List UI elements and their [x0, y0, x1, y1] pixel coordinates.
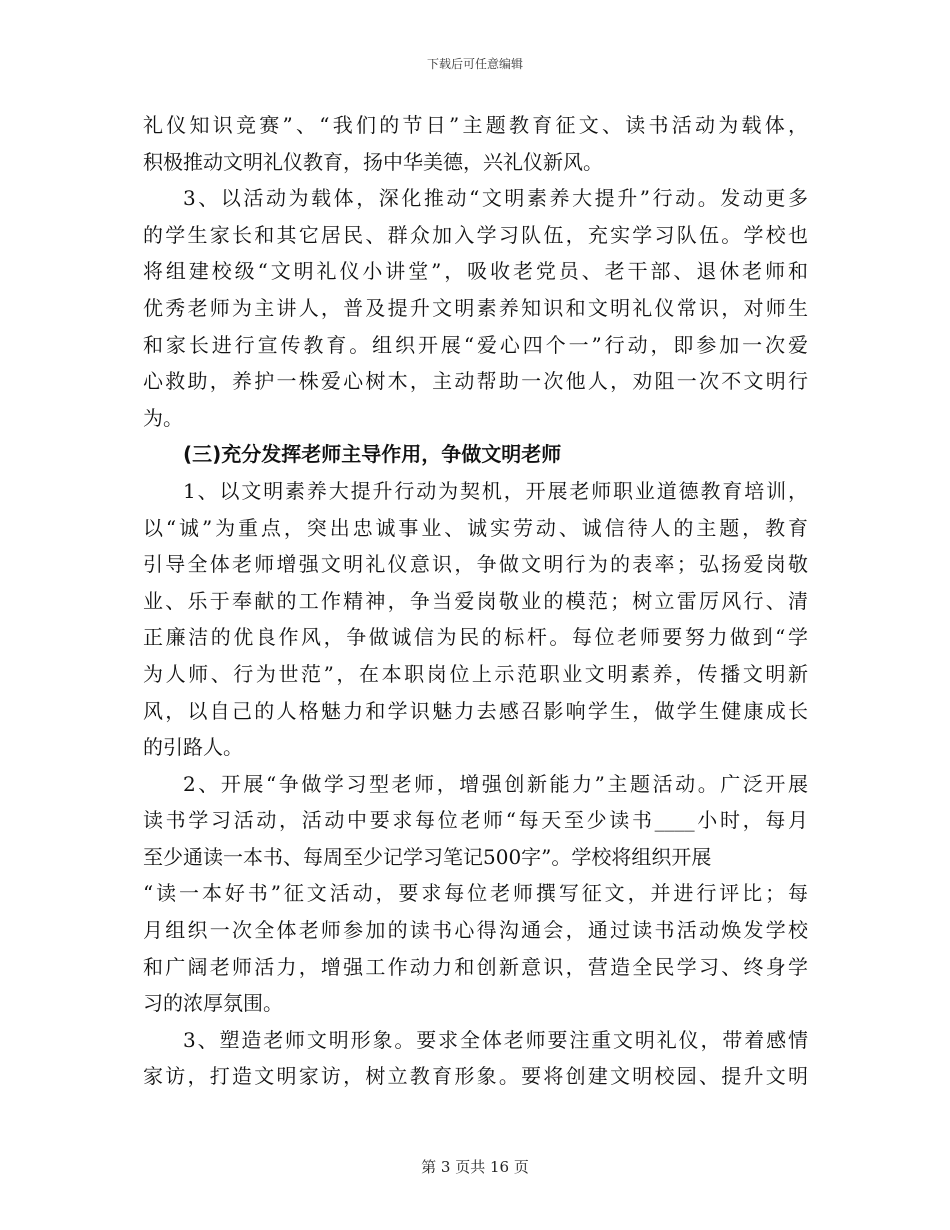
paragraph-line: 1、以文明素养大提升行动为契机，开展老师职业道德教育培训， — [183, 478, 808, 503]
paragraph-line: 2、开展“争做学习型老师，增强创新能力”主题活动。广泛开展 — [183, 771, 808, 796]
paragraph-line: “读一本好书”征文活动，要求每位老师撰写征文，并进行评比；每 — [143, 881, 808, 906]
document-body — [143, 107, 808, 1095]
paragraph-line: 家访，打造文明家访，树立教育形象。要将创建文明校园、提升文明 — [143, 1064, 808, 1089]
paragraph-line: 正廉洁的优良作风，争做诚信为民的标杆。每位老师要努力做到“学 — [143, 625, 808, 650]
paragraph-line: 积极推动文明礼仪教育，扬中华美德，兴礼仪新风。 — [143, 149, 603, 174]
paragraph-line: 为人师、行为世范”，在本职岗位上示范职业文明素养，传播文明新 — [143, 661, 808, 686]
paragraph-line: 的学生家长和其它居民、群众加入学习队伍，充实学习队伍。学校也 — [143, 222, 808, 247]
paragraph-line: 习的浓厚氛围。 — [143, 991, 283, 1016]
paragraph-line: 至少通读一本书、每周至少记学习笔记500字”。学校将组织开展 — [143, 844, 712, 869]
paragraph-line: 月组织一次全体老师参加的读书心得沟通会，通过读书活动焕发学校 — [143, 918, 808, 943]
paragraph-line: 的引路人。 — [143, 735, 243, 760]
paragraph-line: 读书学习活动，活动中要求每位老师“每天至少读书____小时，每月 — [143, 808, 808, 833]
paragraph-line: 礼仪知识竞赛”、“我们的节日”主题教育征文、读书活动为载体， — [143, 113, 808, 137]
paragraph-line: 心救助，养护一株爱心树木，主动帮助一次他人，劝阻一次不文明行 — [143, 369, 808, 394]
paragraph-line: 和家长进行宣传教育。组织开展“爱心四个一”行动，即参加一次爱 — [143, 332, 808, 357]
page-header: 下载后可任意编辑 — [426, 57, 523, 71]
paragraph-line: 和广阔老师活力，增强工作动力和创新意识，营造全民学习、终身学 — [143, 954, 808, 979]
paragraph-line: 3、以活动为载体，深化推动“文明素养大提升”行动。发动更多 — [183, 186, 808, 211]
paragraph-line: 以“诚”为重点，突出忠诚事业、诚实劳动、诚信待人的主题，教育 — [143, 515, 808, 540]
page-footer: 第 3 页共 16 页 — [421, 1158, 529, 1176]
paragraph-line: 优秀老师为主讲人，普及提升文明素养知识和文明礼仪常识，对师生 — [143, 295, 808, 320]
paragraph-line: 3、塑造老师文明形象。要求全体老师要注重文明礼仪，带着感情 — [183, 1027, 808, 1052]
section-heading: (三)充分发挥老师主导作用，争做文明老师 — [183, 442, 562, 467]
paragraph-line: 风，以自己的人格魅力和学识魅力去感召影响学生，做学生健康成长 — [143, 698, 808, 723]
paragraph-line: 业、乐于奉献的工作精神，争当爱岗敬业的模范；树立雷厉风行、清 — [143, 588, 808, 613]
paragraph-line: 引导全体老师增强文明礼仪意识，争做文明行为的表率；弘扬爱岗敬 — [143, 552, 808, 577]
paragraph-line: 为。 — [143, 405, 183, 430]
paragraph-line: 将组建校级“文明礼仪小讲堂”，吸收老党员、老干部、退休老师和 — [143, 259, 808, 284]
